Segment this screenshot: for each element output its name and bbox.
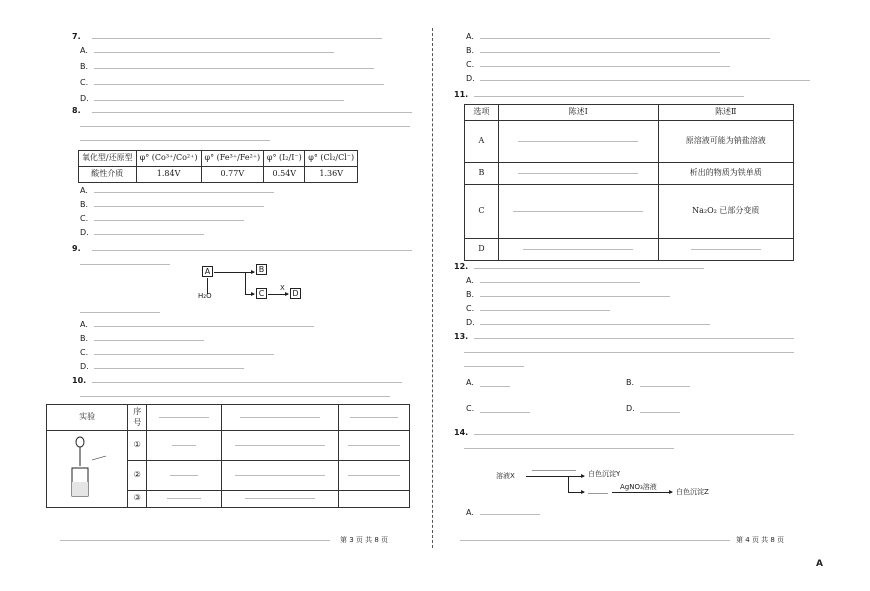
q11-row-b-s2: 析出的物质为铁单质: [658, 163, 793, 185]
q8-stem-line-3: [80, 140, 270, 141]
q11-th-statement-2: 陈述Ⅱ: [658, 105, 793, 121]
q10-row-2-obs: [222, 460, 339, 490]
q13-option-a-formula: [480, 386, 510, 387]
q12-number: 12.: [454, 262, 469, 271]
q10-row-2-heat: [339, 460, 410, 490]
q9-arrow-a-b: [214, 272, 254, 273]
q12-option-b-line: [480, 296, 670, 297]
q9-option-c: C.: [80, 348, 89, 357]
q10-number: 10.: [72, 376, 87, 385]
q14-branch: [568, 476, 569, 492]
q10-stem-line-2: [80, 396, 390, 397]
q9-option-b-line: [94, 340, 204, 341]
q9-box-b: B: [256, 264, 267, 275]
q13-stem-line-2: [464, 352, 794, 353]
q8-option-b-line: [94, 206, 264, 207]
q9-box-c: C: [256, 288, 267, 299]
q9-label-h2o: H₂O: [198, 292, 212, 300]
q14-number: 14.: [454, 428, 469, 437]
q10-row-3-heat: [339, 490, 410, 507]
q9-option-a: A.: [80, 320, 88, 329]
q11-row-b-label: B: [465, 163, 499, 185]
q14-stem-line-1: [474, 434, 794, 435]
q7-option-a-line: [94, 52, 334, 53]
q8-stem-line-2: [80, 126, 410, 127]
q13-option-c: C.: [466, 404, 475, 413]
q7-number: 7.: [72, 32, 81, 41]
q8-val-co: 1.84V: [136, 167, 201, 183]
q8-val-cl: 1.36V: [305, 167, 358, 183]
q8-option-c: C.: [80, 214, 89, 223]
q14-reagent-1-label: [532, 470, 576, 471]
left-footer-line: [60, 540, 330, 541]
q10-stem-line-1: [92, 382, 402, 383]
q9-box-d: D: [290, 288, 301, 299]
right-footer-line: [460, 540, 730, 541]
q10-th-observation: [222, 405, 339, 431]
q9-arrow-to-c: [245, 294, 254, 295]
q10-option-d: D.: [466, 74, 475, 83]
q9-stem-line-2: [80, 264, 170, 265]
q10-option-b: B.: [466, 46, 475, 55]
q8-row-label: 酸性介质: [79, 167, 137, 183]
q12-option-b: B.: [466, 290, 475, 299]
q10-option-c: C.: [466, 60, 475, 69]
q12-option-d: D.: [466, 318, 475, 327]
q8-th-i: φ° (I₂/I⁻): [264, 151, 305, 167]
q13-option-a: A.: [466, 378, 474, 387]
q11-number: 11.: [454, 90, 469, 99]
q11-row-d-s1: [498, 239, 658, 261]
q8-option-d-line: [94, 234, 204, 235]
q14-solution-x: 溶液X: [496, 472, 515, 480]
right-footer-page: 第 4 页 共 8 页: [736, 536, 785, 544]
q8-val-i: 0.54V: [264, 167, 305, 183]
q9-label-x: X: [280, 284, 285, 292]
q11-row-b-s1: [498, 163, 658, 185]
q10-dropper-tube-icon: [52, 432, 122, 502]
q10-row-3-obs: [222, 490, 339, 507]
left-page: [0, 0, 430, 591]
q8-potential-table: [78, 150, 358, 183]
page-mark: A: [816, 559, 823, 569]
q9-option-a-line: [94, 326, 314, 327]
q13-number: 13.: [454, 332, 469, 341]
q14-precipitate-y: 白色沉淀Y: [588, 470, 621, 478]
q7-option-c: C.: [80, 78, 89, 87]
q10-row-1-conc: [147, 431, 222, 461]
q9-branch-line: [245, 272, 246, 294]
q7-stem-line: [92, 38, 382, 39]
q11-row-a-s2: 原溶液可能为钠盐溶液: [658, 121, 793, 163]
q13-option-b-formula: [640, 386, 690, 387]
q10-option-a: A.: [466, 32, 474, 41]
right-page: [440, 0, 870, 591]
q11-statement-table: [464, 104, 794, 261]
q9-box-a: A: [202, 266, 213, 277]
q8-stem-line-1: [92, 112, 412, 113]
q8-th-couple: 氧化型/还原型: [79, 151, 137, 167]
q7-option-c-line: [94, 84, 384, 85]
q11-th-option: 选项: [465, 105, 499, 121]
q11-row-c-s1: [498, 185, 658, 239]
q10-row-2-conc: [147, 460, 222, 490]
q9-prompt-line: [80, 312, 160, 313]
q11-row-c-s2: Na₂O₂ 已部分变质: [658, 185, 793, 239]
q10-th-concentration: [147, 405, 222, 431]
q7-option-d-line: [94, 100, 344, 101]
q12-option-a: A.: [466, 276, 474, 285]
q10-th-experiment: 实验: [47, 405, 128, 431]
q7-option-a: A.: [80, 46, 88, 55]
q11-row-d-s2: [658, 239, 793, 261]
q7-option-d: D.: [80, 94, 89, 103]
q10-row-1-obs: [222, 431, 339, 461]
q9-option-d: D.: [80, 362, 89, 371]
q14-option-a: A.: [466, 508, 474, 517]
q10-option-d-line: [480, 80, 810, 81]
q10-option-c-line: [480, 66, 730, 67]
q13-option-c-formula: [480, 412, 530, 413]
q12-option-d-line: [480, 324, 710, 325]
q10-row-3-conc: [147, 490, 222, 507]
q13-stem-line-1: [474, 338, 794, 339]
q14-stem-line-2: [464, 448, 674, 449]
page-divider: [432, 28, 433, 548]
q10-row-1-index: ①: [128, 431, 147, 461]
q10-row-1-heat: [339, 431, 410, 461]
q14-arrow-reagent-1: [526, 476, 584, 477]
q14-precipitate-z: 白色沉淀Z: [676, 488, 709, 496]
q11-row-a-label: A: [465, 121, 499, 163]
q8-th-co: φ° (Co³⁺/Co²⁺): [136, 151, 201, 167]
left-footer-page: 第 3 页 共 8 页: [340, 536, 389, 544]
q12-option-c: C.: [466, 304, 475, 313]
q9-number: 9.: [72, 244, 81, 253]
q8-number: 8.: [72, 106, 81, 115]
q9-option-d-line: [94, 368, 244, 369]
q8-th-cl: φ° (Cl₂/Cl⁻): [305, 151, 358, 167]
q14-filtrate-label: [588, 493, 608, 494]
q8-val-fe: 0.77V: [201, 167, 264, 183]
q13-option-b: B.: [626, 378, 635, 387]
q9-option-b: B.: [80, 334, 89, 343]
q10-th-index: 序号: [128, 405, 147, 431]
q11-row-d-label: D: [465, 239, 499, 261]
q10-apparatus-cell: [47, 431, 128, 508]
q10-row-2-index: ②: [128, 460, 147, 490]
q10-th-heated-observation: [339, 405, 410, 431]
q9-option-c-line: [94, 354, 274, 355]
q13-option-d: D.: [626, 404, 635, 413]
q8-option-c-line: [94, 220, 244, 221]
q12-option-a-line: [480, 282, 640, 283]
q11-stem-line: [474, 96, 744, 97]
q10-option-b-line: [480, 52, 720, 53]
q14-arrow-filtrate: [568, 492, 584, 493]
q13-option-d-formula: [640, 412, 680, 413]
q11-row-c-label: C: [465, 185, 499, 239]
q10-experiment-table: [46, 404, 410, 508]
q7-option-b: B.: [80, 62, 89, 71]
q10-option-a-line: [480, 38, 770, 39]
q8-option-b: B.: [80, 200, 89, 209]
q8-th-fe: φ° (Fe³⁺/Fe²⁺): [201, 151, 264, 167]
q10-row-3-index: ③: [128, 490, 147, 507]
q8-option-a-line: [94, 192, 274, 193]
q14-agno3-label: AgNO₃溶液: [620, 483, 657, 491]
q11-th-statement-1: 陈述Ⅰ: [498, 105, 658, 121]
q9-arrow-c-d: [268, 294, 288, 295]
q12-option-c-line: [480, 310, 610, 311]
q12-stem-line: [474, 268, 704, 269]
q14-option-a-line: [480, 514, 540, 515]
q9-stem-line-1: [92, 250, 412, 251]
q13-stem-line-3: [464, 366, 524, 367]
q7-option-b-line: [94, 68, 374, 69]
q8-option-a: A.: [80, 186, 88, 195]
q8-option-d: D.: [80, 228, 89, 237]
q11-row-a-s1: [498, 121, 658, 163]
